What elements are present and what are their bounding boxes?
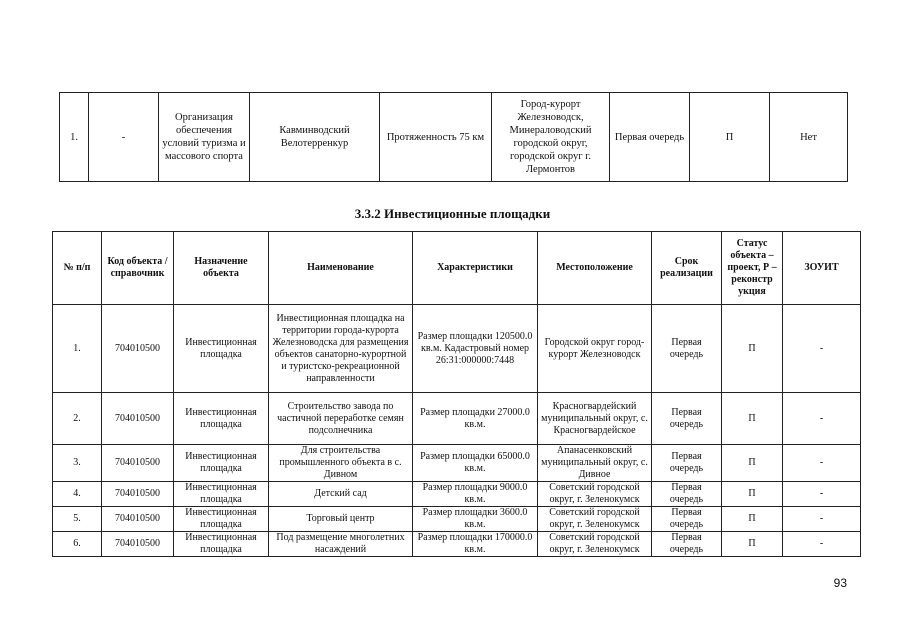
cell-location: Апанасенковский муниципальный округ, с. Дивное bbox=[538, 445, 652, 482]
cell-term: Первая очередь bbox=[652, 305, 722, 393]
header-characteristics: Характеристики bbox=[413, 232, 538, 305]
cell-name: Кавминводский Велотерренкур bbox=[250, 93, 380, 182]
cell-characteristics: Размер площадки 9000.0 кв.м. bbox=[413, 482, 538, 507]
cell-characteristics: Протяженность 75 км bbox=[380, 93, 492, 182]
cell-term: Первая очередь bbox=[652, 445, 722, 482]
header-purpose: Назначение объекта bbox=[174, 232, 269, 305]
cell-name: Детский сад bbox=[269, 482, 413, 507]
cell-zouit: - bbox=[783, 445, 861, 482]
top-table bbox=[59, 92, 848, 182]
cell-characteristics: Размер площадки 120500.0 кв.м. Кадастровый номер 26:31:000000:7448 bbox=[413, 305, 538, 393]
table-row bbox=[60, 93, 848, 182]
table-row bbox=[53, 532, 861, 557]
cell-term: Первая очередь bbox=[610, 93, 690, 182]
cell-zouit: - bbox=[783, 507, 861, 532]
cell-status: П bbox=[722, 305, 783, 393]
cell-num: 3. bbox=[53, 445, 102, 482]
cell-zouit: - bbox=[783, 305, 861, 393]
header-num: № п/п bbox=[53, 232, 102, 305]
cell-status: П bbox=[690, 93, 770, 182]
cell-status: П bbox=[722, 393, 783, 445]
table-row bbox=[53, 393, 861, 445]
cell-purpose: Инвестиционная площадка bbox=[174, 305, 269, 393]
cell-num: 5. bbox=[53, 507, 102, 532]
header-term: Срок реализации bbox=[652, 232, 722, 305]
cell-characteristics: Размер площадки 27000.0 кв.м. bbox=[413, 393, 538, 445]
cell-zouit: - bbox=[783, 393, 861, 445]
cell-purpose: Инвестиционная площадка bbox=[174, 393, 269, 445]
cell-code: 704010500 bbox=[102, 532, 174, 557]
cell-term: Первая очередь bbox=[652, 532, 722, 557]
cell-location: Городской округ город-курорт Железноводск bbox=[538, 305, 652, 393]
cell-characteristics: Размер площадки 3600.0 кв.м. bbox=[413, 507, 538, 532]
cell-code: 704010500 bbox=[102, 393, 174, 445]
cell-purpose: Организация обеспечения условий туризма и массового спорта bbox=[159, 93, 250, 182]
cell-code: 704010500 bbox=[102, 445, 174, 482]
cell-zouit: - bbox=[783, 482, 861, 507]
header-name: Наименование bbox=[269, 232, 413, 305]
cell-num: 1. bbox=[60, 93, 89, 182]
cell-purpose: Инвестиционная площадка bbox=[174, 445, 269, 482]
cell-location: Город-курорт Железноводск, Минераловодский городской округ, городской округ г. Лермонтов bbox=[492, 93, 610, 182]
header-location: Местоположение bbox=[538, 232, 652, 305]
cell-location: Красногвардейский муниципальный округ, с. Красногвардейское bbox=[538, 393, 652, 445]
cell-status: П bbox=[722, 532, 783, 557]
cell-name: Для строительства промышленного объекта в с. Дивном bbox=[269, 445, 413, 482]
cell-purpose: Инвестиционная площадка bbox=[174, 532, 269, 557]
cell-characteristics: Размер площадки 65000.0 кв.м. bbox=[413, 445, 538, 482]
cell-name: Под размещение многолетних насаждений bbox=[269, 532, 413, 557]
cell-purpose: Инвестиционная площадка bbox=[174, 482, 269, 507]
cell-name: Инвестиционная площадка на территории города-курорта Железноводска для размещения объектов санаторно-курортной и туристско-рекреационной направленности bbox=[269, 305, 413, 393]
cell-code: 704010500 bbox=[102, 507, 174, 532]
cell-num: 4. bbox=[53, 482, 102, 507]
cell-code: - bbox=[89, 93, 159, 182]
cell-term: Первая очередь bbox=[652, 393, 722, 445]
cell-zouit: Нет bbox=[770, 93, 848, 182]
table-row bbox=[53, 305, 861, 393]
cell-status: П bbox=[722, 507, 783, 532]
cell-purpose: Инвестиционная площадка bbox=[174, 507, 269, 532]
section-title: 3.3.2 Инвестиционные площадки bbox=[354, 206, 551, 221]
cell-num: 1. bbox=[53, 305, 102, 393]
cell-num: 2. bbox=[53, 393, 102, 445]
cell-name: Торговый центр bbox=[269, 507, 413, 532]
cell-code: 704010500 bbox=[102, 482, 174, 507]
cell-status: П bbox=[722, 482, 783, 507]
cell-term: Первая очередь bbox=[652, 507, 722, 532]
cell-location: Советский городской округ, г. Зеленокумск bbox=[538, 482, 652, 507]
page-number: 93 bbox=[833, 576, 847, 590]
header-status: Статус объекта – проект, Р – реконстр укция bbox=[722, 232, 783, 305]
cell-name: Строительство завода по частичной переработке семян подсолнечника bbox=[269, 393, 413, 445]
table-header-row bbox=[53, 232, 861, 305]
cell-num: 6. bbox=[53, 532, 102, 557]
table-row bbox=[53, 482, 861, 507]
cell-code: 704010500 bbox=[102, 305, 174, 393]
table-row bbox=[53, 507, 861, 532]
header-code: Код объекта / справочник bbox=[102, 232, 174, 305]
cell-characteristics: Размер площадки 170000.0 кв.м. bbox=[413, 532, 538, 557]
cell-term: Первая очередь bbox=[652, 482, 722, 507]
cell-zouit: - bbox=[783, 532, 861, 557]
cell-location: Советский городской округ, г. Зеленокумск bbox=[538, 507, 652, 532]
table-row bbox=[53, 445, 861, 482]
header-zouit: ЗОУИТ bbox=[783, 232, 861, 305]
cell-location: Советский городской округ, г. Зеленокумск bbox=[538, 532, 652, 557]
cell-status: П bbox=[722, 445, 783, 482]
investment-sites-table bbox=[52, 231, 861, 557]
